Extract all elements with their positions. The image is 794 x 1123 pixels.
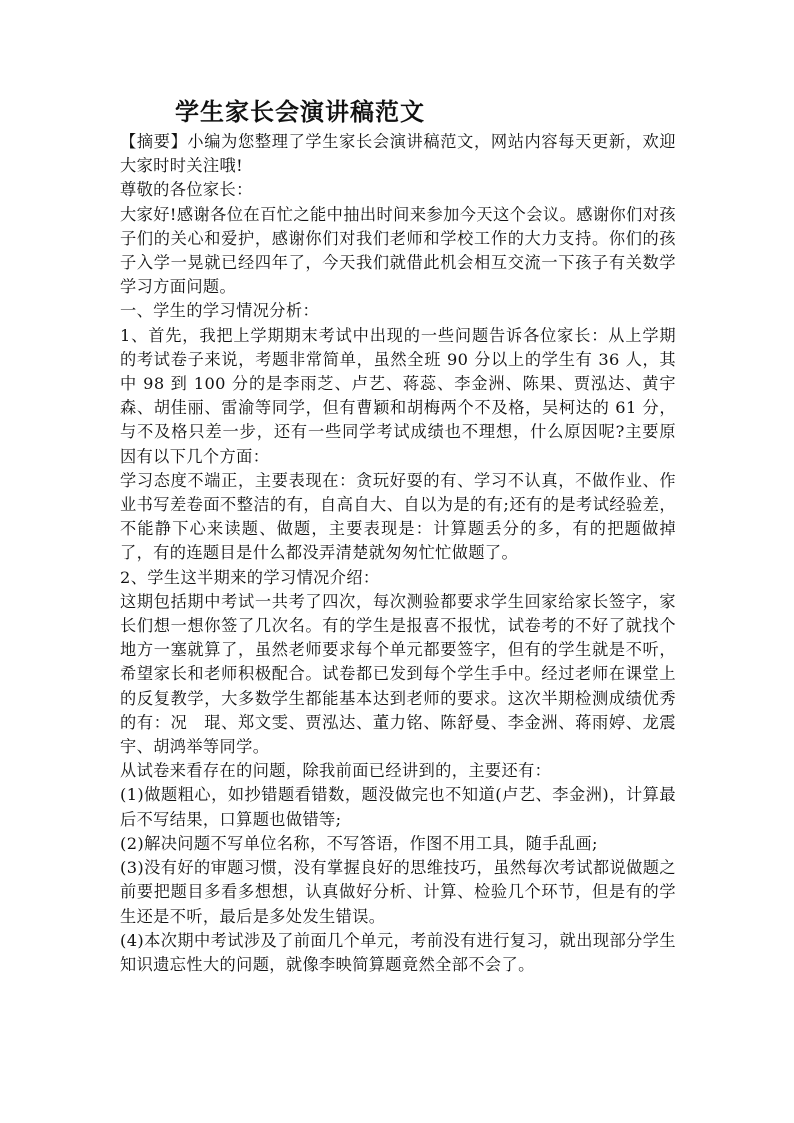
subheading-half-term: 2、学生这半期来的学习情况介绍： [120,567,380,587]
paragraph-attitude: 学习态度不端正，主要表现在：贪玩好耍的有、学习不认真，不做作业、作业书写差卷面不整洁的有，自高自大、自以为是的有;还有的是考试经验差，不能静下心来读题、做题，主要表现是：计算题丢分的多，有的把题做掉了，有的连题目是什么都没弄清楚就匆匆忙忙做题了。 [120,470,676,563]
paragraph-greeting: 大家好!感谢各位在百忙之能中抽出时间来参加今天这个会议。感谢你们对孩子们的关心和爱护，感谢你们对我们老师和学校工作的大力支持。你们的孩子入学一晃就已经四年了，今天我们就借此机会相互交流一下孩子有关数学学习方面问题。 [120,204,676,297]
paragraph-half-term: 这期包括期中考试一共考了四次，每次测验都要求学生回家给家长签字，家长们想一想你签了几次名。有的学生是报喜不报忧，试卷考的不好了就找个地方一塞就算了，虽然老师要求每个单元都要签字，但有的学生就是不听，希望家长和老师积极配合。试卷都已发到每个学生手中。经过老师在课堂上的反复教学，大多数学生都能基本达到老师的要求。这次半期检测成绩优秀的有：况 琨、郑文雯、贾泓达、董力铭、陈舒曼、李金洲、蒋雨婷、龙震宇、胡鸿举等同学。 [120,591,676,757]
document-body [120,130,676,977]
paragraph-abstract: 【摘要】小编为您整理了学生家长会演讲稿范文，网站内容每天更新，欢迎大家时时关注哦! [120,132,676,176]
list-item-problem-4: (4)本次期中考试涉及了前面几个单元，考前没有进行复习，就出现部分学生知识遗忘性大的问题，就像李映简算题竟然全部不会了。 [120,930,676,974]
list-item-problem-1: (1)做题粗心，如抄错题看错数，题没做完也不知道(卢艺、李金洲)，计算最后不写结果，口算题也做错等; [120,785,676,829]
list-item-problem-2: (2)解决问题不写单位名称，不写答语，作图不用工具，随手乱画; [120,833,598,853]
section-heading-analysis: 一、学生的学习情况分析： [120,301,320,321]
list-item-problem-3: (3)没有好的审题习惯，没有掌握良好的思维技巧，虽然每次考试都说做题之前要把题目多看多想想，认真做好分析、计算、检验几个环节，但是有的学生还是不听，最后是多处发生错误。 [120,858,676,926]
document-title: 学生家长会演讲稿范文 [175,97,425,126]
paragraph-salutation: 尊敬的各位家长： [120,180,253,200]
paragraph-last-term-exam: 1、首先，我把上学期期末考试中出现的一些问题告诉各位家长：从上学期的考试卷子来说，考题非常简单，虽然全班 90 分以上的学生有 36 人，其中 98 到 100 分的是李雨芝、卢艺、蒋蕊、李金洲、陈果、贾泓达、黄宇森、胡佳丽、雷渝等同学，但有曹颖和胡梅两个不及格，吴柯达的 61 分，与不及格只差一步，还有一些同学考试成绩也不理想，什么原因呢?主要原因有以下几个方面： [120,325,676,466]
paragraph-problems-intro: 从试卷来看存在的问题，除我前面已经讲到的，主要还有： [120,761,552,781]
